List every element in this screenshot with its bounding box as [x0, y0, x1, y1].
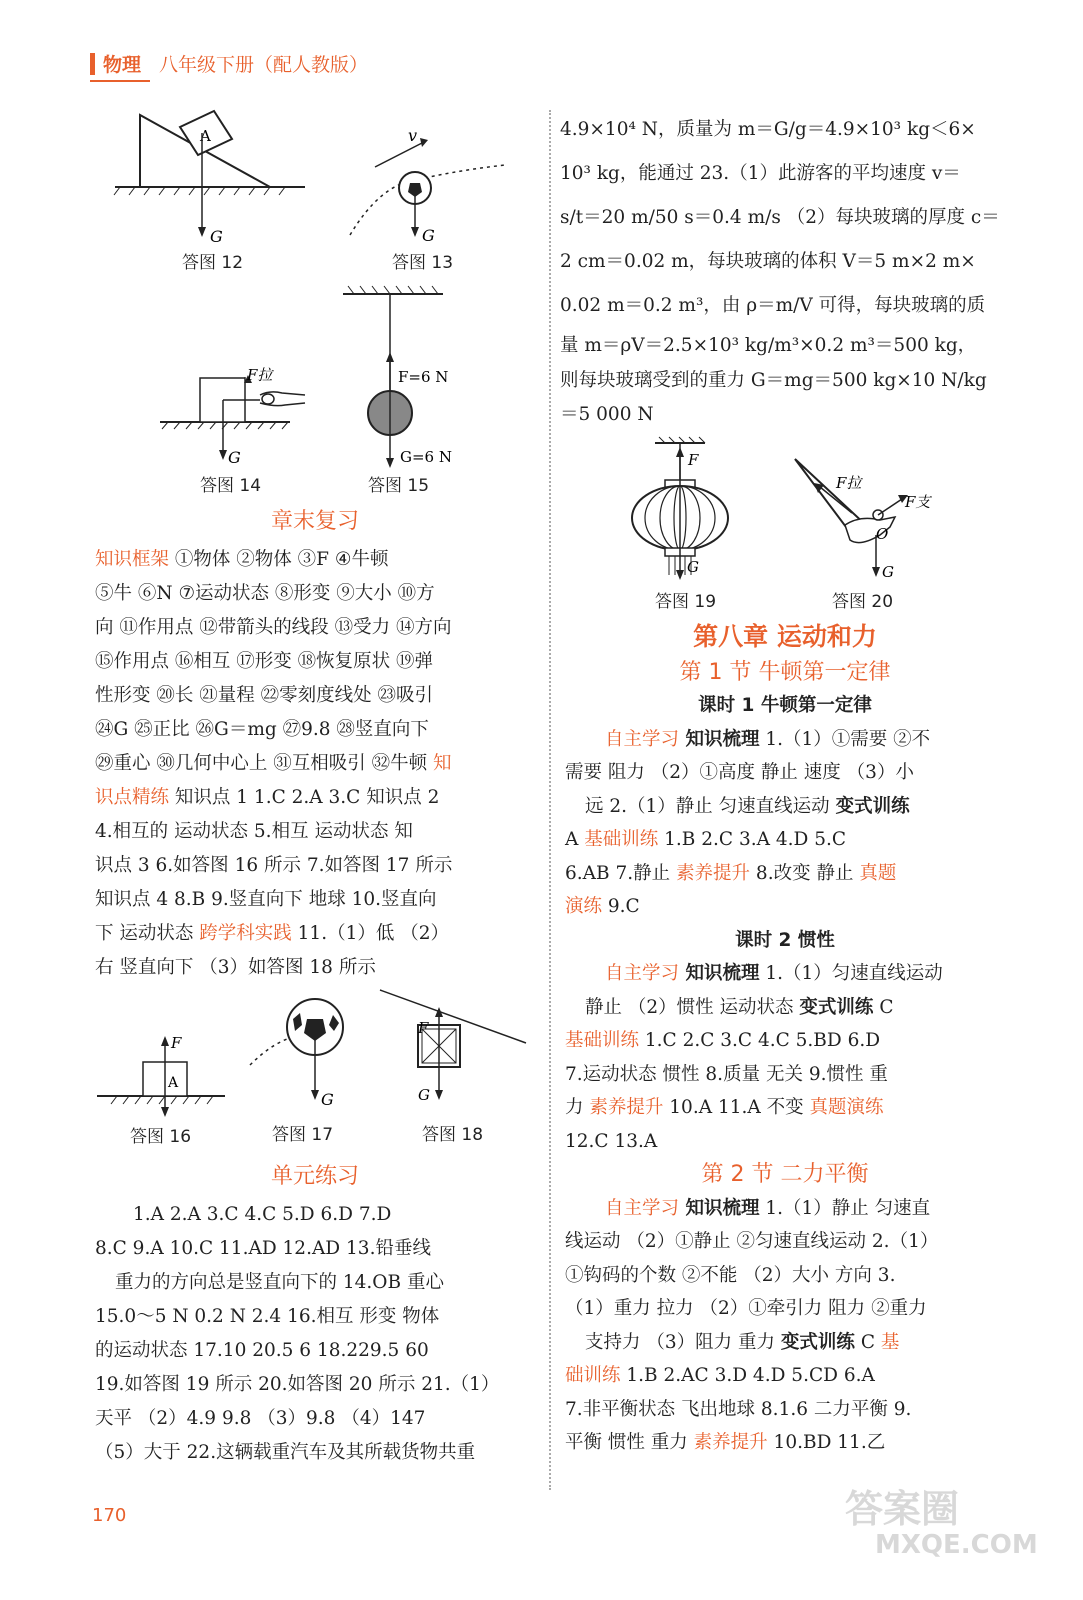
section-title-lesson-2: 第 2 节 二力平衡 [701, 1162, 869, 1187]
running-header [90, 50, 368, 77]
text-line: 下 运动状态 [95, 923, 200, 944]
header-subject: 物理 [103, 54, 142, 76]
text-line: 6.AB 7.静止 [565, 862, 677, 884]
figure-20 [790, 455, 950, 585]
text-line: C [854, 1331, 881, 1353]
section-title-chapter-review: 章末复习 [270, 509, 359, 534]
tag-knowledge-practice: 识点精练 [95, 787, 170, 808]
text-line: 19.如答图 19 所示 20.如答图 20 所示 21.（1） [95, 1374, 500, 1395]
caption-fig18: 答图 18 [422, 1125, 484, 1145]
tag-self-study: 自主学习 [605, 1197, 680, 1219]
svg-text:F: F [688, 451, 699, 469]
tag-real-exam: 真题 [859, 862, 897, 884]
text-line: 15.0～5 N 0.2 N 2.4 16.相互 形变 物体 [95, 1306, 440, 1327]
watermark-logo: 答案圈 [845, 1487, 960, 1531]
svg-text:F: F [418, 1019, 429, 1037]
tag-literacy-improvement: 素养提升 [589, 1097, 664, 1118]
text-line: 性形变 ⑳长 ㉑量程 ㉒零刻度线处 ㉓吸引 [95, 685, 434, 706]
text-line: 8.改变 静止 [750, 862, 860, 884]
text-line: 0.02 m＝0.2 m³，由 ρ＝m/V 可得，每块玻璃的质 [560, 295, 986, 316]
text-line: 1.（1）静止 匀速直 [759, 1197, 931, 1219]
text-line: 1.B 2.C 3.A 4.D 5.C [658, 829, 847, 850]
caption-fig20: 答图 20 [832, 592, 894, 612]
text-line: （1）重力 拉力 （2）①牵引力 阻力 ②重力 [565, 1298, 927, 1319]
tag-basic-training: 基础训练 [565, 1030, 640, 1051]
text-line: 10³ kg，能通过 23.（1）此游客的平均速度 v＝ [560, 163, 961, 184]
text-line: 重力的方向总是竖直向下的 14.OB 重心 [115, 1272, 444, 1293]
text-line: 支持力 （3）阻力 重力 [585, 1331, 781, 1353]
text-line: 识点 3 6.如答图 16 所示 7.如答图 17 所示 [95, 855, 453, 876]
caption-fig14: 答图 14 [200, 476, 262, 496]
tag-real-exam: 演练 [565, 896, 603, 917]
text-line: s/t＝20 m/50 s＝0.4 m/s （2）每块玻璃的厚度 c＝ [560, 207, 1000, 228]
svg-text:G: G [422, 226, 435, 245]
text-line: 天平 （2）4.9 9.8 （3）9.8 （4）147 [95, 1408, 426, 1429]
text-line: 需要 阻力 （2）①高度 静止 速度 （3）小 [565, 762, 914, 783]
figure-17 [245, 995, 365, 1110]
text-line: 量 m＝ρV＝2.5×10³ kg/m³×0.2 m³＝500 kg， [560, 335, 977, 356]
caption-fig15: 答图 15 [368, 476, 430, 496]
text-line: ㉔G ㉕正比 ㉖G＝mg ㉗9.8 ㉘竖直向下 [95, 719, 429, 740]
svg-text:v: v [408, 126, 418, 145]
tag-basic-training: 基 [880, 1331, 900, 1353]
text-line: （5）大于 22.这辆载重汽车及其所载货物共重 [95, 1442, 476, 1463]
svg-text:G=6 N: G=6 N [400, 448, 452, 466]
watermark-url: MXQE.COM [875, 1530, 1038, 1560]
section-title-unit-practice: 单元练习 [270, 1164, 359, 1189]
text-line: ①物体 ②物体 ③F ④牛顿 [174, 549, 389, 570]
tag-variant-training: 变式训练 [835, 795, 910, 817]
header-grade: 八年级下册（配人教版） [159, 54, 369, 76]
text-line: 10.A 11.A 不变 [663, 1097, 810, 1118]
text-line: 1.（1）①需要 ②不 [759, 728, 931, 750]
text-line: 8.C 9.A 10.C 11.AD 12.AD 13.铅垂线 [95, 1238, 431, 1259]
figure-13 [340, 125, 520, 245]
figure-19 [625, 435, 735, 585]
text-line: 4.相互的 运动状态 5.相互 运动状态 知 [95, 821, 413, 842]
header-accent-bar [90, 53, 95, 75]
tag-variant-training: 变式训练 [799, 996, 874, 1018]
text-line: 4.9×10⁴ N，质量为 m＝G/g＝4.9×10³ kg＜6× [560, 119, 976, 140]
svg-text:A: A [168, 1075, 179, 1091]
text-line: 平衡 惯性 重力 [565, 1432, 694, 1453]
svg-text:G: G [321, 1090, 334, 1109]
caption-fig17: 答图 17 [272, 1125, 334, 1145]
tag-literacy-improvement: 素养提升 [693, 1432, 768, 1453]
tag-knowledge-framework: 知识框架 [95, 549, 170, 570]
text-line: 右 竖直向下 （3）如答图 18 所示 [95, 957, 376, 978]
lesson-title-1: 课时 1 牛顿第一定律 [698, 695, 872, 716]
svg-text:G: G [687, 558, 699, 576]
tag-knowledge-review: 知识梳理 [679, 728, 760, 750]
tag-basic-training: 础训练 [565, 1365, 621, 1386]
svg-text:F拉: F拉 [247, 366, 273, 384]
svg-text:F=6 N: F=6 N [398, 368, 449, 386]
text-line: 12.C 13.A [565, 1130, 658, 1152]
text-line: C [873, 996, 894, 1018]
svg-text:F拉: F拉 [836, 474, 862, 492]
caption-fig16: 答图 16 [130, 1127, 192, 1147]
text-line: ①钩码的个数 ②不能 （2）大小 方向 3. [565, 1264, 896, 1286]
text-line: 线运动 （2）①静止 ②匀速直线运动 2.（1） [565, 1231, 939, 1252]
svg-text:F: F [171, 1034, 182, 1052]
text-line: ⑤牛 ⑥N ⑦运动状态 ⑧形变 ⑨大小 ⑩方 [95, 583, 435, 604]
svg-text:F支: F支 [905, 493, 931, 511]
svg-text:G: G [210, 227, 223, 246]
header-underline [90, 80, 150, 82]
text-line: 知识点 1 1.C 2.A 3.C 知识点 2 [169, 787, 440, 808]
svg-text:G: G [418, 1086, 430, 1104]
tag-self-study: 自主学习 [605, 728, 680, 750]
svg-text:A: A [200, 127, 211, 145]
column-divider [549, 110, 551, 1490]
figure-15 [338, 280, 478, 470]
lesson-title-2: 课时 2 惯性 [735, 929, 835, 951]
text-line: 2 cm＝0.02 m，每块玻璃的体积 V＝5 m×2 m× [560, 251, 976, 272]
text-line: 7.运动状态 惯性 8.质量 无关 9.惯性 重 [565, 1063, 888, 1085]
tag-interdisciplinary: 跨学科实践 [199, 923, 292, 944]
text-line: 向 ⑪作用点 ⑫带箭头的线段 ⑬受力 ⑭方向 [95, 617, 452, 638]
text-line: 1.C 2.C 3.C 4.C 5.BD 6.D [639, 1030, 881, 1051]
figure-18 [378, 985, 528, 1110]
text-line: ＝5 000 N [560, 404, 654, 425]
tag-knowledge-practice: 知 [433, 753, 452, 774]
text-line: 力 [565, 1097, 590, 1118]
svg-text:O: O [876, 525, 889, 543]
text-line: 1.（1）匀速直线运动 [759, 963, 943, 984]
svg-text:G: G [228, 448, 241, 467]
chapter-title: 第八章 运动和力 [693, 622, 877, 651]
tag-literacy-improvement: 素养提升 [676, 862, 751, 884]
text-line: 1.A 2.A 3.C 4.C 5.D 6.D 7.D [133, 1204, 392, 1225]
text-line: 则每块玻璃受到的重力 G＝mg＝500 kg×10 N/kg [560, 370, 987, 391]
text-line: A [565, 829, 585, 850]
text-line: 知识点 4 8.B 9.竖直向下 地球 10.竖直向 [95, 889, 437, 910]
text-line: 远 2.（1）静止 匀速直线运动 [585, 795, 836, 817]
section-title-lesson-1: 第 1 节 牛顿第一定律 [679, 659, 891, 685]
caption-fig13: 答图 13 [392, 253, 454, 273]
text-line: ㉙重心 ㉚几何中心上 ㉛互相吸引 ㉜牛顿 [95, 753, 434, 774]
text-line: 静止 （2）惯性 运动状态 [585, 996, 800, 1018]
tag-knowledge-review: 知识梳理 [679, 1197, 760, 1219]
tag-real-exam: 真题演练 [809, 1097, 884, 1118]
text-line: 的运动状态 17.10 20.5 6 18.229.5 60 [95, 1340, 429, 1361]
text-line: 7.非平衡状态 飞出地球 8.1.6 二力平衡 9. [565, 1398, 912, 1420]
page-number: 170 [92, 1505, 127, 1526]
svg-text:G: G [882, 563, 894, 581]
text-line: ⑮作用点 ⑯相互 ⑰形变 ⑱恢复原状 ⑲弹 [95, 651, 434, 672]
figure-12 [110, 105, 320, 245]
text-line: 1.B 2.AC 3.D 4.D 5.CD 6.A [620, 1365, 875, 1386]
tag-knowledge-review: 知识梳理 [679, 963, 760, 984]
tag-self-study: 自主学习 [605, 963, 680, 984]
figure-16 [95, 1030, 235, 1120]
caption-fig12: 答图 12 [182, 253, 244, 273]
text-line: 9.C [602, 896, 640, 917]
text-line: 11.（1）低 （2） [291, 923, 450, 944]
text-line: 10.BD 11.乙 [767, 1432, 886, 1453]
caption-fig19: 答图 19 [655, 592, 717, 612]
figure-14 [160, 365, 320, 465]
tag-variant-training: 变式训练 [780, 1331, 855, 1353]
tag-basic-training: 基础训练 [584, 829, 659, 850]
